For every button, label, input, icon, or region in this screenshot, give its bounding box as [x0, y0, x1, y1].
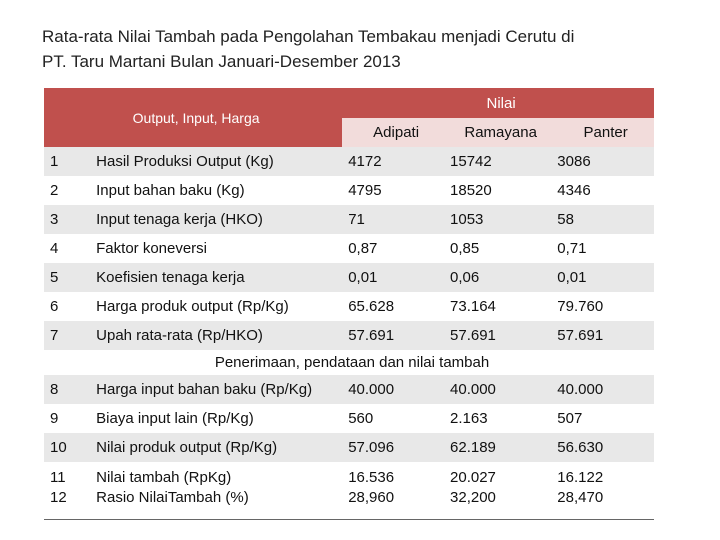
- cell-nilai-tambah: 16.122: [557, 469, 604, 486]
- cell-rasio: 32,200: [450, 489, 496, 506]
- table-row: [44, 433, 654, 462]
- cell-rasio: 28,470: [557, 489, 604, 506]
- row-number: 9: [44, 404, 90, 433]
- cell-panter: 79.760: [551, 292, 654, 321]
- cell-adipati: 4172: [342, 147, 444, 176]
- cell-ramayana: 73.164: [444, 292, 551, 321]
- row-label: Harga input bahan baku (Rp/Kg): [90, 375, 342, 404]
- row-label: Input tenaga kerja (HKO): [90, 205, 342, 234]
- cell-adipati: 0,87: [342, 234, 444, 263]
- row-number: 5: [44, 263, 90, 292]
- cell-panter: 57.691: [551, 321, 654, 350]
- cell-ramayana: 15742: [444, 147, 551, 176]
- cell-panter: [551, 462, 654, 514]
- cell-panter: 0,71: [551, 234, 654, 263]
- table-bottom-border: [44, 519, 654, 520]
- cell-panter: 58: [551, 205, 654, 234]
- header-ramayana: Ramayana: [444, 118, 551, 147]
- row-number: 7: [44, 321, 90, 350]
- cell-ramayana: 0,06: [444, 263, 551, 292]
- section-row: [44, 350, 654, 375]
- cell-adipati: 0,01: [342, 263, 444, 292]
- cell-panter: 507: [551, 404, 654, 433]
- row-number-12: 12: [50, 489, 67, 506]
- row-number: 8: [44, 375, 90, 404]
- row-label: Hasil Produksi Output (Kg): [90, 147, 342, 176]
- row-label-nilai-tambah: Nilai tambah (RpKg): [96, 469, 232, 486]
- cell-ramayana: 2.163: [444, 404, 551, 433]
- slide-title: [42, 24, 682, 74]
- row-label: Nilai produk output (Rp/Kg): [90, 433, 342, 462]
- header-nilai: Nilai: [342, 88, 654, 118]
- row-label: [90, 462, 342, 514]
- cell-rasio: 28,960: [348, 489, 395, 506]
- row-label: Input bahan baku (Kg): [90, 176, 342, 205]
- row-number-11: 11: [50, 469, 66, 486]
- cell-adipati: 71: [342, 205, 444, 234]
- cell-nilai-tambah: 20.027: [450, 469, 496, 486]
- row-number: 6: [44, 292, 90, 321]
- header-panter: Panter: [551, 118, 654, 147]
- row-number: [44, 462, 90, 514]
- cell-ramayana: [444, 462, 551, 514]
- row-number: 2: [44, 176, 90, 205]
- row-label: Faktor koneversi: [90, 234, 342, 263]
- cell-ramayana: 0,85: [444, 234, 551, 263]
- row-label: Biaya input lain (Rp/Kg): [90, 404, 342, 433]
- title-line-1: Rata-rata Nilai Tambah pada Pengolahan Tembakau menjadi Cerutu di: [42, 27, 575, 46]
- row-number: 1: [44, 147, 90, 176]
- cell-adipati: 40.000: [342, 375, 444, 404]
- cell-panter: 3086: [551, 147, 654, 176]
- row-label: Koefisien tenaga kerja: [90, 263, 342, 292]
- header-output-input-harga: Output, Input, Harga: [44, 88, 342, 147]
- row-number: 4: [44, 234, 90, 263]
- table-row: [44, 321, 654, 350]
- cell-nilai-tambah: 16.536: [348, 469, 395, 486]
- title-line-2: PT. Taru Martani Bulan Januari-Desember 2013: [42, 52, 401, 71]
- cell-adipati: 560: [342, 404, 444, 433]
- cell-panter: 0,01: [551, 263, 654, 292]
- cell-panter: 56.630: [551, 433, 654, 462]
- table-row: [44, 205, 654, 234]
- header-row-1: [44, 88, 654, 118]
- table-row: [44, 263, 654, 292]
- row-label: Harga produk output (Rp/Kg): [90, 292, 342, 321]
- table-row: [44, 375, 654, 404]
- cell-ramayana: 1053: [444, 205, 551, 234]
- cell-ramayana: 18520: [444, 176, 551, 205]
- cell-adipati: 57.096: [342, 433, 444, 462]
- cell-adipati: [342, 462, 444, 514]
- row-label-rasio: Rasio NilaiTambah (%): [96, 489, 249, 506]
- row-number: 3: [44, 205, 90, 234]
- table-row: [44, 147, 654, 176]
- cell-ramayana: 57.691: [444, 321, 551, 350]
- cell-adipati: 4795: [342, 176, 444, 205]
- cell-panter: 4346: [551, 176, 654, 205]
- section-heading: Penerimaan, pendataan dan nilai tambah: [44, 350, 654, 375]
- table-row: [44, 176, 654, 205]
- table-row: [44, 234, 654, 263]
- cell-panter: 40.000: [551, 375, 654, 404]
- table-row: [44, 292, 654, 321]
- cell-ramayana: 40.000: [444, 375, 551, 404]
- cell-adipati: 65.628: [342, 292, 444, 321]
- header-adipati: Adipati: [342, 118, 444, 147]
- value-added-table: [44, 88, 654, 514]
- cell-adipati: 57.691: [342, 321, 444, 350]
- table-row: [44, 462, 654, 514]
- table-row: [44, 404, 654, 433]
- row-label: Upah rata-rata (Rp/HKO): [90, 321, 342, 350]
- row-number: 10: [44, 433, 90, 462]
- cell-ramayana: 62.189: [444, 433, 551, 462]
